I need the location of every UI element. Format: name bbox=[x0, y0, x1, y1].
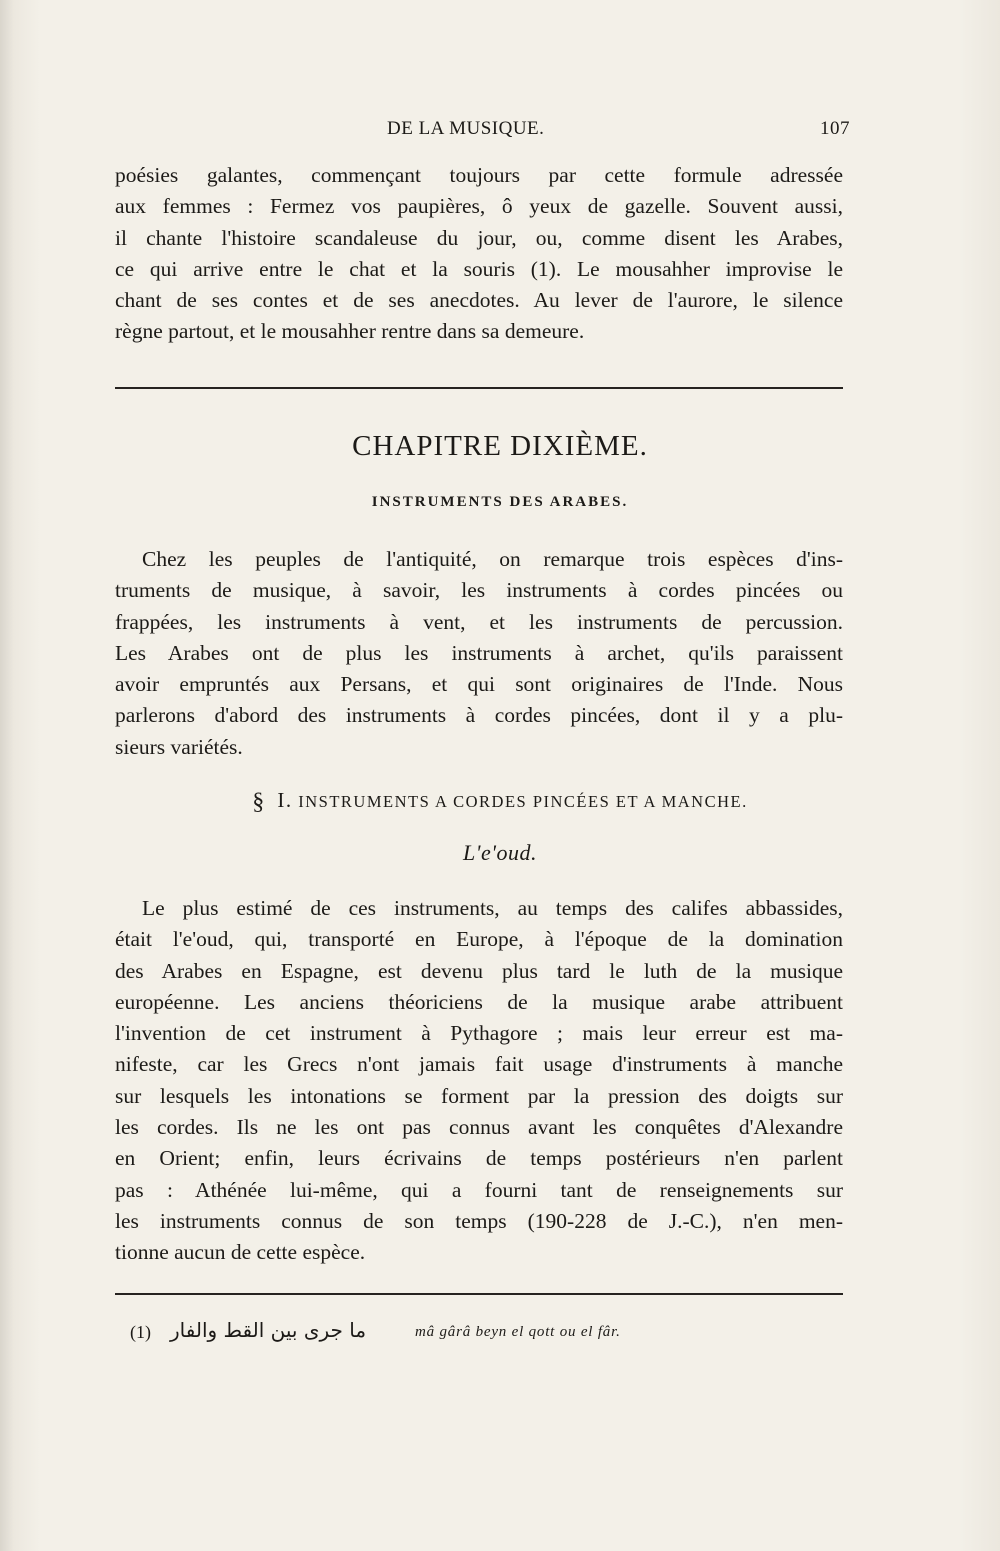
footnote-number: (1) bbox=[130, 1322, 151, 1342]
chapter-subtitle: INSTRUMENTS DES ARABES. bbox=[371, 494, 629, 510]
text-line: l'invention de cet instrument à Pythagore ; mais leur erreur est ma- bbox=[115, 1021, 843, 1046]
section-number: I. bbox=[277, 788, 293, 812]
text-line: règne partout, et le mousahher rentre dans sa demeure. bbox=[115, 319, 585, 344]
section-heading bbox=[0, 788, 1000, 816]
chapter-divider bbox=[115, 387, 843, 389]
text-line: pas : Athénée lui-même, qui a fourni tant de renseignements sur bbox=[115, 1177, 843, 1202]
text-line: Le plus estimé de ces instruments, au temps des califes abbassides, bbox=[142, 896, 843, 920]
text-line: sieurs variétés. bbox=[115, 734, 243, 759]
footnote-transliteration: mâ gârâ beyn el qott ou el fâr. bbox=[415, 1324, 621, 1340]
text-line: nifeste, car les Grecs n'ont jamais fait usage d'instruments à manche bbox=[115, 1052, 843, 1077]
text-line: il chante l'histoire scandaleuse du jour, ou, comme disent les Arabes, bbox=[115, 225, 843, 250]
section-mark: § bbox=[252, 789, 266, 815]
paragraph-eoud bbox=[115, 893, 843, 1269]
text-line: les instruments connus de son temps (190-228 de J.-C.), n'en men- bbox=[115, 1208, 843, 1233]
text-line: les cordes. Ils ne les ont pas connus avant les conquêtes d'Alexandre bbox=[115, 1115, 843, 1140]
footnote-arabic-text: ما جرى بين القط والفار bbox=[170, 1318, 367, 1342]
text-line: Les Arabes ont de plus les instruments à archet, qu'ils paraissent bbox=[115, 640, 843, 665]
text-line: ce qui arrive entre le chat et la souris (1). Le mousahher improvise le bbox=[115, 256, 843, 281]
subsection-title: L'e'oud. bbox=[463, 840, 537, 865]
text-line: parlerons d'abord des instruments à cordes pincées, dont il y a plu- bbox=[115, 703, 843, 728]
section-title: INSTRUMENTS A CORDES PINCÉES ET A MANCHE. bbox=[298, 792, 748, 811]
text-line: avoir empruntés aux Persans, et qui sont originaires de l'Inde. Nous bbox=[115, 672, 843, 697]
running-title: DE LA MUSIQUE. bbox=[387, 118, 545, 139]
intro-paragraph bbox=[115, 160, 843, 348]
text-line: chant de ses contes et de ses anecdotes. Au lever de l'aurore, le silence bbox=[115, 288, 843, 313]
footnote-divider bbox=[115, 1293, 843, 1295]
text-line: tionne aucun de cette espèce. bbox=[115, 1240, 366, 1265]
page-number: 107 bbox=[820, 118, 850, 139]
text-line: Chez les peuples de l'antiquité, on remarque trois espèces d'ins- bbox=[142, 547, 843, 571]
footnote bbox=[130, 1318, 830, 1352]
text-line: poésies galantes, commençant toujours par cette formule adressée bbox=[115, 163, 843, 187]
text-line: aux femmes : Fermez vos paupières, ô yeux de gazelle. Souvent aussi, bbox=[115, 194, 843, 219]
text-line: en Orient; enfin, leurs écrivains de temps postérieurs n'en parlent bbox=[115, 1146, 843, 1171]
text-line: des Arabes en Espagne, est devenu plus tard le luth de la musique bbox=[115, 958, 843, 983]
paragraph-instruments bbox=[115, 544, 843, 763]
text-line: truments de musique, à savoir, les instruments à cordes pincées ou bbox=[115, 578, 843, 603]
text-line: sur lesquels les intonations se forment par la pression des doigts sur bbox=[115, 1083, 843, 1108]
text-line: européenne. Les anciens théoriciens de la musique arabe attribuent bbox=[115, 989, 843, 1014]
text-line: frappées, les instruments à vent, et les instruments de percussion. bbox=[115, 609, 843, 634]
chapter-title: CHAPITRE DIXIÈME. bbox=[352, 430, 648, 462]
page-header bbox=[115, 118, 850, 148]
text-line: était l'e'oud, qui, transporté en Europe, à l'époque de la domination bbox=[115, 927, 843, 952]
